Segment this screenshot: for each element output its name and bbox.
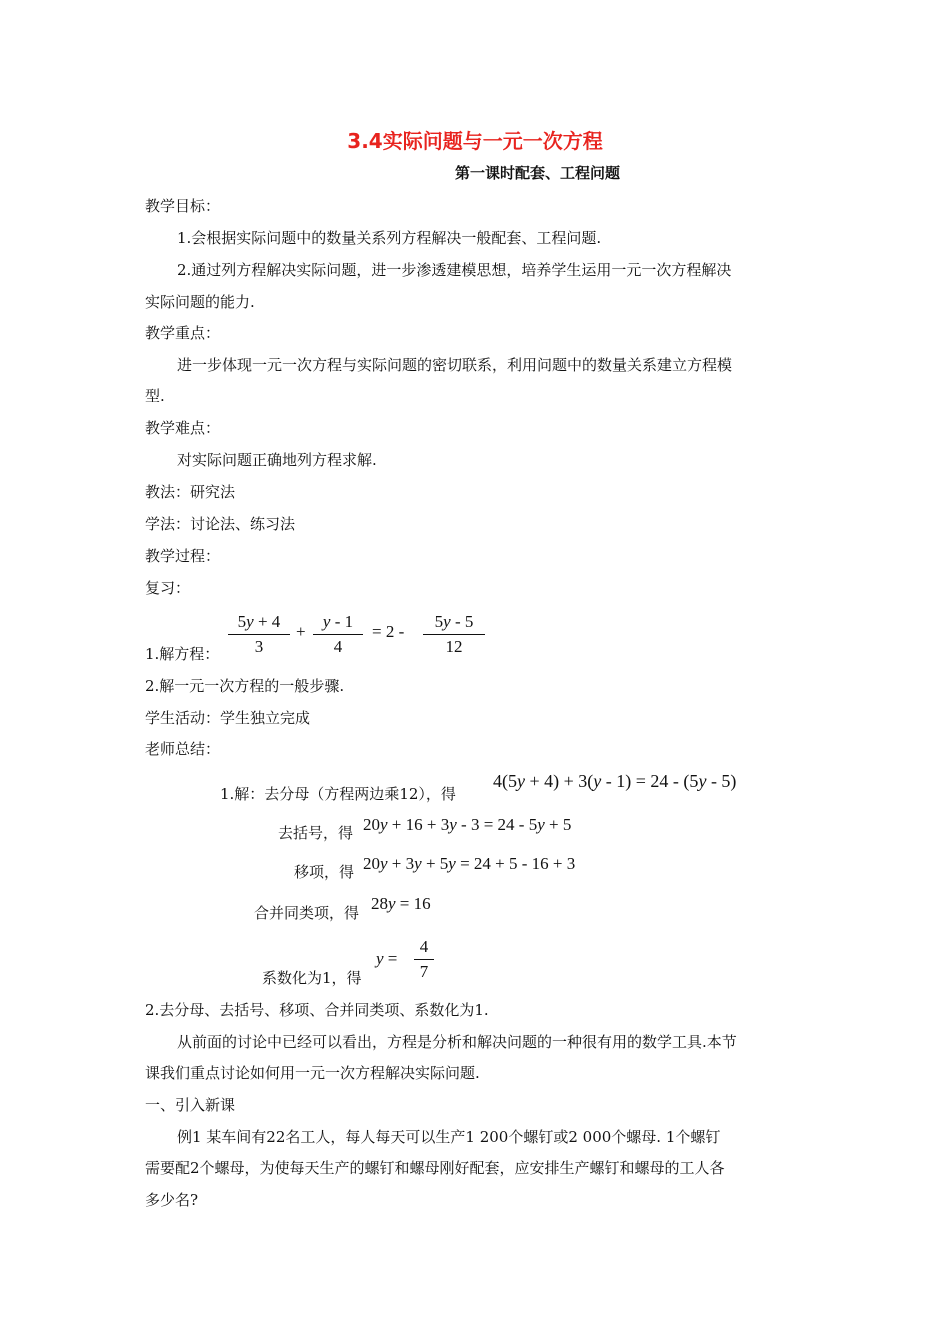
solution-step-5-lhs: y = [376, 949, 398, 968]
teaching-method: 教法：研究法 [145, 483, 236, 501]
review-heading: 复习： [145, 579, 191, 597]
steps-summary: 2.去分母、去括号、移项、合并同类项、系数化为1. [145, 1001, 489, 1019]
discussion-line-2: 课我们重点讨论如何用一元一次方程解决实际问题. [145, 1064, 480, 1082]
solution-step-1-label: 1.解：去分母（方程两边乘12），得 [220, 785, 456, 803]
solution-step-2-label: 去括号，得 [278, 824, 354, 842]
solution-step-4-label: 合并同类项，得 [254, 904, 360, 922]
fraction-2-numerator: y - 1 [313, 610, 363, 635]
student-activity: 学生活动：学生独立完成 [145, 709, 311, 727]
page-title: 3.4实际问题与一元一次方程 [347, 129, 603, 153]
goals-heading: 教学目标： [145, 197, 221, 215]
difficulty-line-1: 对实际问题正确地列方程求解. [177, 451, 377, 469]
example-1-line-2: 需要配2个螺母，为使每天生产的螺钉和螺母刚好配套，应安排生产螺钉和螺母的工人各 [145, 1159, 725, 1177]
solution-step-2-equation: 20y + 16 + 3y - 3 = 24 - 5y + 5 [363, 815, 572, 834]
goals-item-2-line-2: 实际问题的能力. [145, 293, 255, 311]
fraction-1 [228, 610, 290, 659]
fraction-2 [313, 610, 363, 659]
fraction-2-denominator: 4 [333, 637, 343, 656]
fraction-3-numerator: 5y - 5 [423, 610, 485, 635]
goals-item-1: 1.会根据实际问题中的数量关系列方程解决一般配套、工程问题. [177, 229, 602, 247]
review-q2: 2.解一元一次方程的一般步骤. [145, 677, 345, 695]
section-1-heading: 一、引入新课 [145, 1096, 236, 1114]
example-1-line-3: 多少名? [145, 1191, 199, 1209]
solution-step-5-fraction [414, 935, 434, 984]
teacher-summary-heading: 老师总结： [145, 740, 221, 758]
learning-method: 学法：讨论法、练习法 [145, 515, 296, 533]
key-points-line-1: 进一步体现一元一次方程与实际问题的密切联系，利用问题中的数量关系建立方程模 [177, 356, 733, 374]
solution-step-5-label: 系数化为1，得 [262, 969, 362, 987]
solution-step-3-label: 移项，得 [294, 863, 355, 881]
solution-step-1-equation: 4(5y + 4) + 3(y - 1) = 24 - (5y - 5) [493, 771, 737, 791]
difficulty-heading: 教学难点： [145, 419, 221, 437]
solution-step-5-denominator: 7 [419, 962, 429, 981]
solution-step-5-numerator: 4 [414, 935, 434, 960]
example-1-line-1: 例1 某车间有22名工人，每人每天可以生产1 200个螺钉或2 000个螺母. 1个螺钉 [177, 1128, 721, 1146]
fraction-3 [423, 610, 485, 659]
key-points-line-2: 型. [145, 387, 165, 405]
process-heading: 教学过程： [145, 547, 221, 565]
discussion-line-1: 从前面的讨论中已经可以看出，方程是分析和解决问题的一种很有用的数学工具.本节 [177, 1033, 737, 1051]
solution-step-3-equation: 20y + 3y + 5y = 24 + 5 - 16 + 3 [363, 854, 576, 873]
solution-step-4-equation: 28y = 16 [371, 894, 431, 913]
fraction-1-denominator: 3 [254, 637, 264, 656]
key-points-heading: 教学重点： [145, 324, 221, 342]
plus-sign: + [296, 622, 306, 641]
fraction-3-denominator: 12 [445, 637, 463, 656]
goals-item-2-line-1: 2.通过列方程解决实际问题，进一步渗透建模思想，培养学生运用一元一次方程解决 [177, 261, 732, 279]
equation-rhs: = 2 - [372, 622, 405, 641]
page-subtitle: 第一课时配套、工程问题 [454, 164, 620, 182]
review-q1-label: 1.解方程： [145, 645, 220, 663]
fraction-1-numerator: 5y + 4 [228, 610, 290, 635]
